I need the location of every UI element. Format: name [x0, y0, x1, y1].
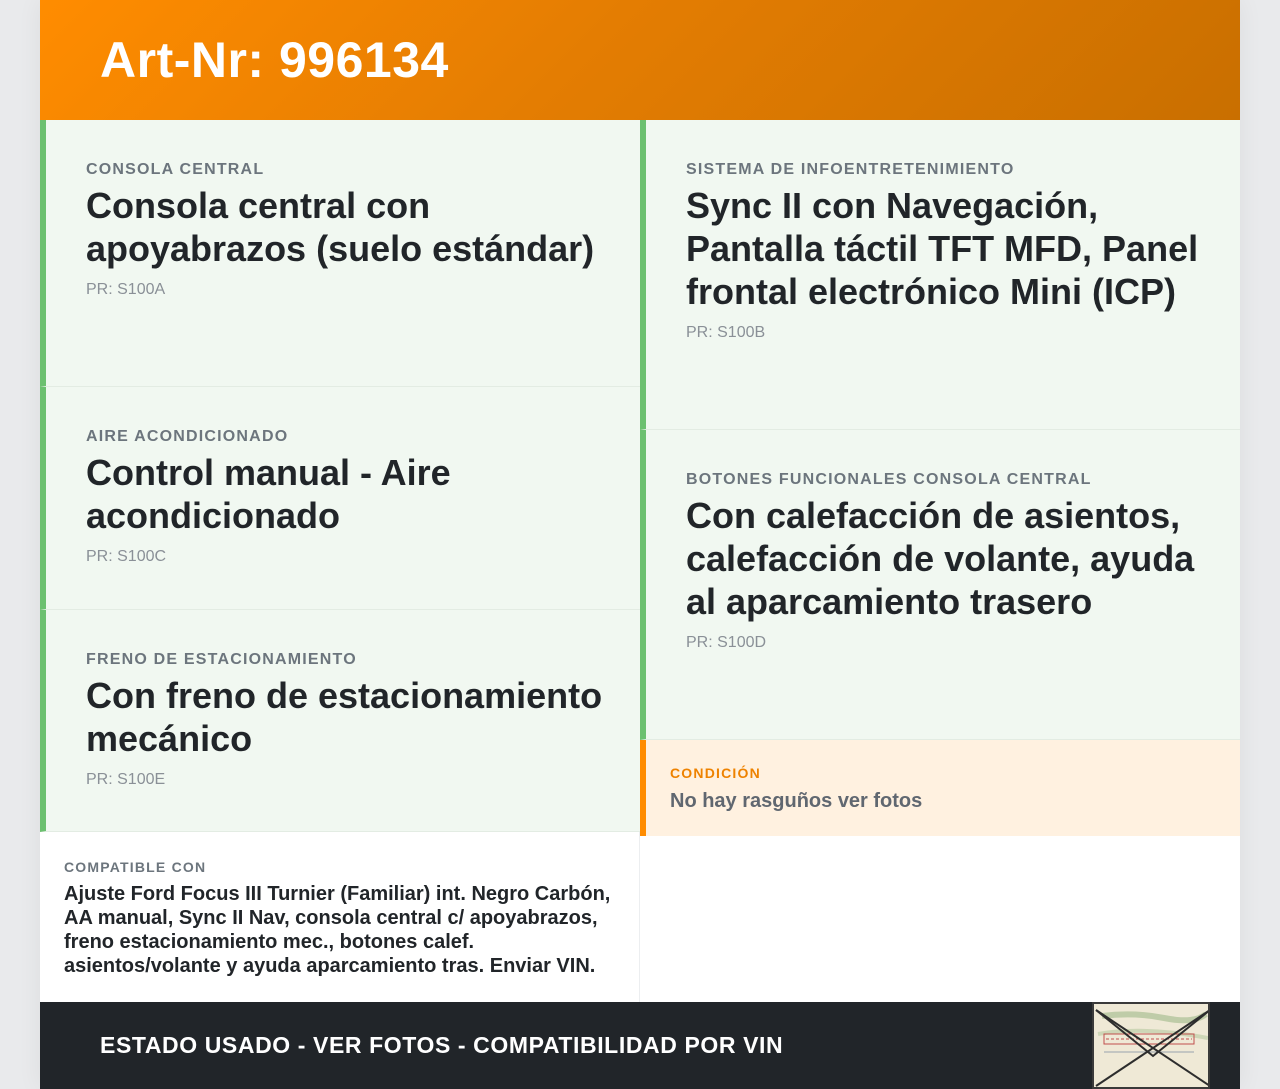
feature-card-console-buttons [640, 430, 1240, 740]
feature-title: Con calefacción de asientos, calefacción de volante, ayuda al aparcamiento trasero [686, 495, 1195, 622]
feature-pr-code: PR: S100C [86, 548, 167, 565]
header-bar [40, 0, 1240, 120]
feature-card-parking-brake [40, 610, 640, 832]
feature-label: CONSOLA CENTRAL [86, 161, 265, 178]
stamp-graphic [1094, 1004, 1210, 1089]
product-sheet [40, 0, 1240, 1089]
condition-label: CONDICIÓN [670, 765, 761, 781]
feature-label: FRENO DE ESTACIONAMIENTO [86, 651, 357, 668]
feature-label: SISTEMA DE INFOENTRETENIMIENTO [686, 161, 1015, 178]
feature-pr-code: PR: S100B [686, 324, 766, 341]
feature-pr-code: PR: S100A [86, 281, 166, 298]
condition-text: No hay rasguños ver fotos [670, 790, 923, 812]
compatibility-text: Ajuste Ford Focus III Turnier (Familiar) int. Negro Carbón, AA manual, Sync II Nav, consola central c/ apoyabrazos, freno estacionamiento mec., botones calef. asientos/volante y ayuda aparcamiento tras. Enviar VIN. [64, 883, 611, 977]
feature-card-air-conditioning [40, 387, 640, 610]
feature-card-console [40, 120, 640, 387]
feature-title: Control manual - Aire acondicionado [86, 452, 451, 536]
condition-section [640, 740, 1240, 836]
feature-title: Sync II con Navegación, Pantalla táctil TFT MFD, Panel frontal electrónico Mini (ICP) [686, 185, 1199, 312]
feature-card-infotainment [640, 120, 1240, 430]
feature-pr-code: PR: S100E [86, 771, 166, 788]
footer-status-text: ESTADO USADO - VER FOTOS - COMPATIBILIDAD POR VIN [100, 1032, 784, 1058]
compatibility-label: COMPATIBLE CON [64, 859, 207, 875]
compatibility-section [40, 832, 640, 1002]
feature-title: Consola central con apoyabrazos (suelo estándar) [86, 185, 595, 269]
feature-label: BOTONES FUNCIONALES CONSOLA CENTRAL [686, 471, 1092, 488]
article-number-title: Art-Nr: 996134 [100, 32, 449, 88]
feature-label: AIRE ACONDICIONADO [86, 428, 289, 445]
feature-pr-code: PR: S100D [686, 634, 767, 651]
document-stamp-icon [1092, 1002, 1210, 1089]
feature-title: Con freno de estacionamiento mecánico [86, 675, 603, 759]
footer-bar [40, 1002, 1240, 1089]
